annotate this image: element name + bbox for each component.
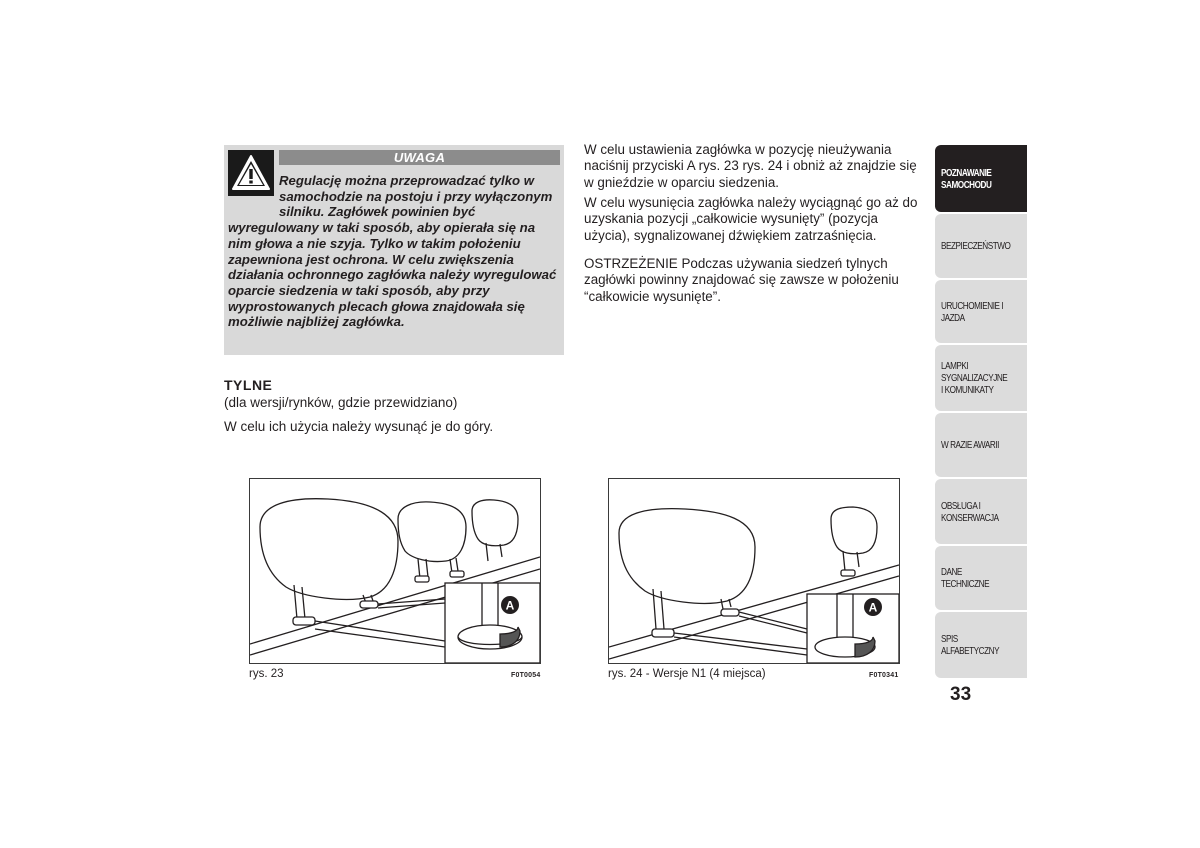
tab-label: DANE TECHNICZNE [941, 566, 990, 590]
figure-24-caption: rys. 24 - Wersje N1 (4 miejsca) [608, 668, 766, 680]
n1-headrests-illustration [609, 479, 899, 663]
paragraph-warning-rear [584, 256, 924, 305]
section-note: (dla wersji/rynków, gdzie przewidziano) [224, 395, 458, 410]
paragraph-raise-headrest: W celu wysunięcia zagłówka należy wyciągnąć go aż do uzyskania pozycji „całkowicie wysunięty” (pozycja użycia), sygnalizowanej dźwiękiem zatrzaśnięcia. [584, 195, 918, 243]
tab-poznawanie-samochodu[interactable] [935, 145, 1027, 212]
warning-body: Regulację można przeprowadzać tylko w samochodzie na postoju i przy wyłączonym silniku. Zagłówek powinien być wyregulowany w taki sposób, aby opierała się na nim głowa a nie szyja. Tylko w takim położeniu zapewniona jest ochrona. W celu zwiększenia działania ochronnego zagłówka należy wyregulować oparcie siedzenia w taki sposób, aby przy wyprostowanych plecach głowa znajdowała się możliwie najbliżej zagłówka. [228, 173, 557, 330]
tab-obsluga-konserwacja[interactable] [935, 479, 1027, 544]
figure-23-code: F0T0054 [511, 672, 541, 679]
tab-lampki-sygnalizacyjne[interactable] [935, 345, 1027, 411]
tab-dane-techniczne[interactable] [935, 546, 1027, 610]
tab-label: BEZPIECZEŃSTWO [941, 240, 1011, 252]
figure-24-code: F0T0341 [869, 672, 899, 679]
paragraph-lower-headrest: W celu ustawienia zagłówka w pozycję nieużywania naciśnij przyciski A rys. 23 rys. 24 i obniż aż znajdzie się w gnieździe w oparciu siedzenia. [584, 142, 917, 190]
callout-a-label: A [505, 598, 515, 613]
warning-label: OSTRZEŻENIE [584, 256, 678, 271]
tab-label: LAMPKI SYGNALIZACYJNE I KOMUNIKATY [941, 360, 1008, 396]
section-heading-rear: TYLNE [224, 377, 273, 393]
warning-text [228, 173, 561, 330]
tab-label: OBSŁUGA I KONSERWACJA [941, 499, 999, 524]
warning-note: Podczas używania siedzeń tylnych zagłówki powinny znajdować się zawsze w położeniu “całkowicie wysunięte”. [584, 256, 899, 304]
tab-uruchomienie-jazda[interactable] [935, 280, 1027, 343]
figure-23 [249, 478, 541, 664]
tab-label: POZNAWANIE SAMOCHODU [941, 166, 992, 191]
tab-spis-alfabetyczny[interactable] [935, 612, 1027, 678]
tab-label: W RAZIE AWARII [941, 439, 999, 451]
section-instruction: W celu ich użycia należy wysunąć je do góry. [224, 419, 494, 434]
figure-23-caption: rys. 23 [249, 668, 284, 680]
figure-24 [608, 478, 900, 664]
tab-label: SPIS ALFABETYCZNY [941, 633, 1000, 657]
callout-a-label: A [868, 600, 878, 615]
tab-bezpieczenstwo[interactable] [935, 214, 1027, 278]
tab-w-razie-awarii[interactable] [935, 413, 1027, 477]
tab-label: URUCHOMIENIE I JAZDA [941, 299, 1004, 324]
warning-title: UWAGA [279, 150, 560, 165]
page-number: 33 [950, 684, 972, 705]
rear-headrests-illustration [250, 479, 540, 663]
